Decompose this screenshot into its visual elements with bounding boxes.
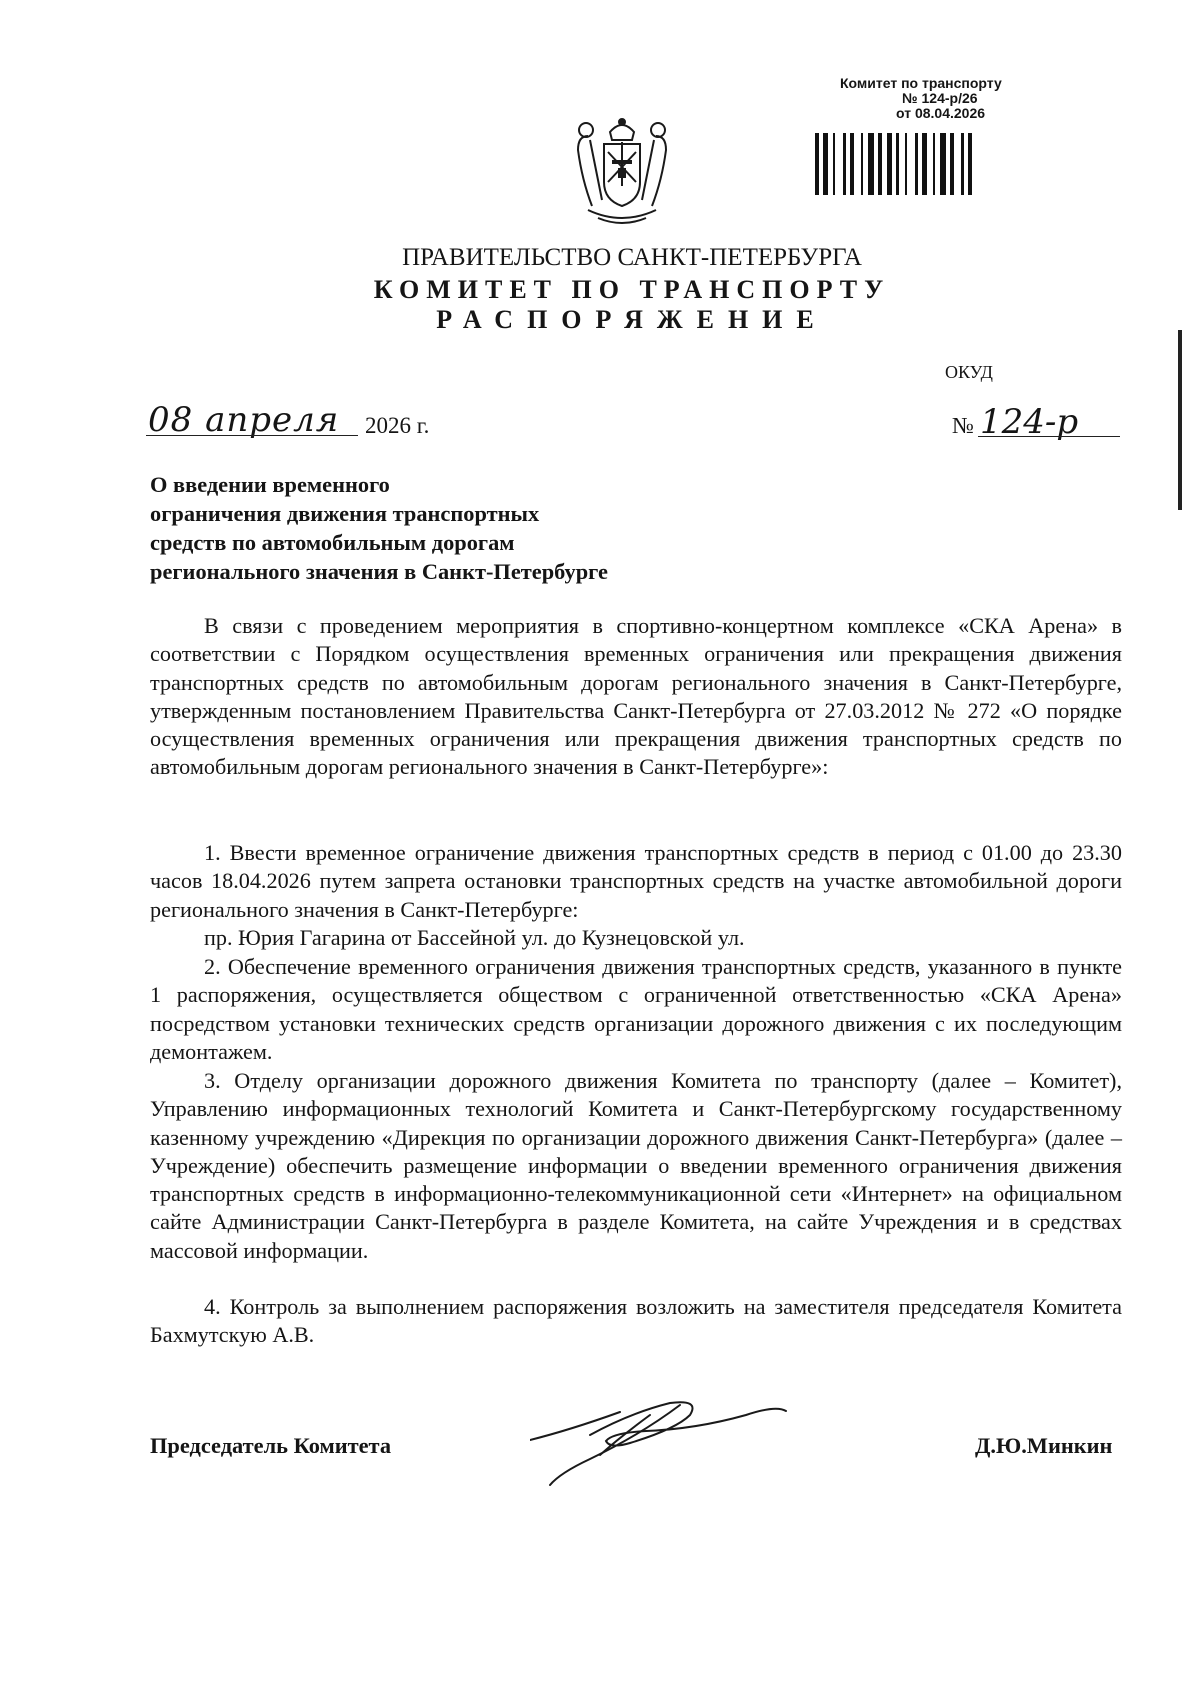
- stamp-date: от 08.04.2026: [896, 105, 986, 121]
- barcode-bar: [933, 133, 935, 195]
- intro-paragraph: В связи с проведением мероприятия в спортивно-концертном комплексе «СКА Арена» в соответствии с Порядком осуществления временных ограничения или прекращения движения транспортных средств по автомобильным дорогам регионального значения в Санкт-Петербурге, утвержденным постановлением Правительства Санкт-Петербурга от 27.03.2012 № 272 «О порядке осуществления временных ограничения или прекращения движения транспортных средств по автомобильным дорогам регионального значения в Санкт-Петербурге»:: [150, 613, 1122, 780]
- government-title: ПРАВИТЕЛЬСТВО САНКТ-ПЕТЕРБУРГА: [402, 244, 862, 271]
- item-3-paragraph: 3. Отделу организации дорожного движения Комитета по транспорту (далее – Комитет), Управлению информационных технологий Комитета и Санкт-Петербургскому государственному казенному учреждению «Дирекция по организации дорожного движения Санкт-Петербурга» (далее – Учреждение) обеспечить размещение информации о введении временного ограничения движения транспортных средств в информационно-телекоммуникационной сети «Интернет» на официальном сайте Администрации Санкт-Петербурга в разделе Комитета, на сайте Учреждения и в средствах массовой информации.: [150, 1068, 1122, 1263]
- barcode-bar: [940, 133, 946, 195]
- stamp-number: № 124-р/26: [902, 90, 978, 106]
- item-1-road-section: пр. Юрия Гагарина от Бассейной ул. до Кузнецовской ул.: [204, 925, 745, 950]
- barcode-bar: [968, 133, 972, 195]
- stamp-committee: Комитет по транспорту: [840, 75, 1002, 91]
- barcode-bar: [961, 133, 964, 195]
- barcode-bar: [833, 133, 835, 195]
- handwritten-date: 08 апреля: [148, 400, 340, 440]
- barcode-bar: [850, 133, 854, 195]
- item-1-paragraph: 1. Ввести временное ограничение движения транспортных средств в период с 01.00 до 23.30 часов 18.04.2026 путем запрета остановки транспортных средств на участке автомобильной дороги регионального значения в Санкт-Петербурге:: [150, 840, 1122, 922]
- okud-label: ОКУД: [945, 362, 993, 382]
- handwritten-number: 124-р: [980, 402, 1079, 442]
- coat-of-arms-emblem: [568, 114, 676, 232]
- barcode: [815, 133, 1115, 195]
- barcode-bar: [843, 133, 846, 195]
- signatory-name: Д.Ю.Минкин: [975, 1433, 1113, 1458]
- barcode-bar: [915, 133, 918, 195]
- subject-line: ограничения движения транспортных: [150, 501, 540, 526]
- subject-line: регионального значения в Санкт-Петербурге: [150, 559, 608, 584]
- subject-line: О введении временного: [150, 472, 390, 497]
- subject-line: средств по автомобильным дорогам: [150, 530, 515, 555]
- item-2-paragraph: 2. Обеспечение временного ограничения движения транспортных средств, указанного в пункте 1 распоряжения, осуществляется обществом с ограниченной ответственностью «СКА Арена» посредством установки технических средств организации дорожного движения с их последующим демонтажем.: [150, 954, 1122, 1064]
- barcode-bar: [887, 133, 892, 195]
- date-year: 2026 г.: [365, 413, 430, 438]
- barcode-bar: [868, 133, 874, 195]
- number-sign: №: [952, 413, 974, 438]
- document-type: РАСПОРЯЖЕНИЕ: [436, 305, 828, 334]
- registration-stamp: [840, 76, 1130, 121]
- document-subject: [150, 470, 710, 586]
- barcode-bar: [878, 133, 882, 195]
- item-4-paragraph: 4. Контроль за выполнением распоряжения возложить на заместителя председателя Комитета Бахмутскую А.В.: [150, 1294, 1122, 1348]
- barcode-bar: [905, 133, 907, 195]
- barcode-bar: [861, 133, 863, 195]
- barcode-bar: [950, 133, 954, 195]
- barcode-bar: [896, 133, 899, 195]
- barcode-bar: [815, 133, 819, 195]
- date-underline: [146, 435, 358, 436]
- scan-edge-mark: [1178, 330, 1182, 510]
- committee-title: КОМИТЕТ ПО ТРАНСПОРТУ: [373, 275, 891, 304]
- signatory-position: Председатель Комитета: [150, 1433, 392, 1458]
- barcode-bar: [922, 133, 927, 195]
- barcode-bar: [823, 133, 828, 195]
- handwritten-signature: [530, 1385, 800, 1490]
- number-underline: [978, 436, 1120, 437]
